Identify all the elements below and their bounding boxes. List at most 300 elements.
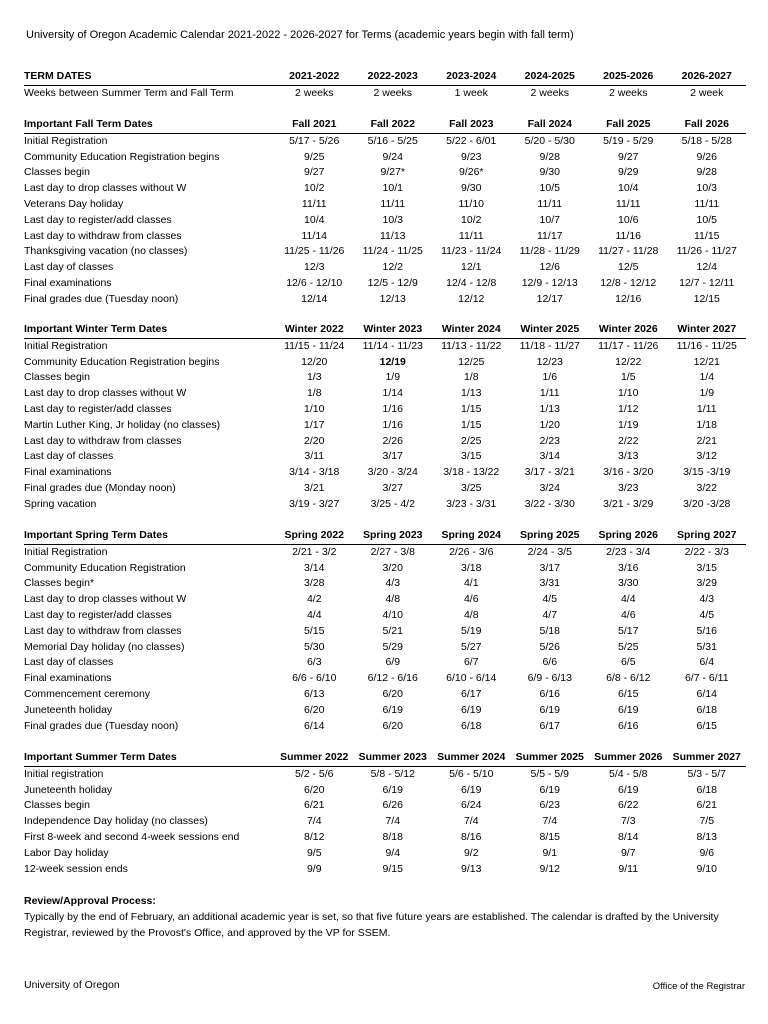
cell: 5/16 (696, 624, 717, 637)
year-header: 2025-2026 (589, 69, 668, 85)
cell: 4/8 (463, 608, 479, 621)
cell: 3/17 (539, 561, 560, 574)
table-row (24, 244, 746, 260)
row-label: Labor Day holiday (24, 846, 109, 859)
cell: 1/17 (304, 418, 325, 431)
row-label: Classes begin (24, 166, 90, 179)
cell: 6/20 (382, 719, 403, 732)
cell: 1/11 (539, 387, 560, 400)
review-heading: Review/Approval Process: (24, 895, 156, 907)
table-row (24, 465, 746, 481)
row-label: Final examinations (24, 466, 112, 479)
cell: 3/11 (304, 450, 325, 463)
cell: 11/25 - 11/26 (284, 245, 345, 258)
cell: 10/6 (618, 213, 639, 226)
row-label: Last day to drop classes without W (24, 387, 187, 400)
cell: 6/6 - 6/10 (292, 672, 337, 685)
table-row (24, 783, 746, 799)
cell: 1/8 (463, 371, 479, 384)
row-label: Veterans Day holiday (24, 197, 124, 210)
cell: 8/14 (618, 830, 639, 843)
cell: 1/3 (306, 371, 322, 384)
cell: 12/22 (615, 355, 642, 368)
cell: 11/16 - 11/25 (676, 339, 737, 352)
table-row (24, 544, 746, 560)
table-row (24, 830, 746, 846)
page-title: University of Oregon Academic Calendar 2021-2022 - 2026-2027 for Terms (academic years begin with fall term) (26, 29, 574, 41)
cell: 2 weeks (530, 86, 570, 99)
cell: 3/28 (304, 577, 325, 590)
term-header: Summer 2022 (275, 750, 354, 766)
cell: 9/13 (461, 862, 482, 875)
cell: 6/19 (618, 703, 639, 716)
cell: 11/15 - 11/24 (284, 339, 345, 352)
cell: 3/25 - 4/2 (370, 497, 415, 510)
table-row (24, 640, 746, 656)
cell: 5/6 - 5/10 (449, 767, 494, 780)
row-label: Initial Registration (24, 134, 108, 147)
cell: 6/19 (382, 783, 403, 796)
cell: 3/23 - 3/31 (446, 497, 497, 510)
cell: 12/19 (379, 355, 406, 368)
cell: 9/30 (461, 182, 482, 195)
cell: 3/14 - 3/18 (289, 466, 340, 479)
review-text: Typically by the end of February, an additional academic year is set, so that five future years are established. The calendar is drafted by the University Registrar, reviewed by the Provost's Office, and approved by the VP for SSEM. (24, 911, 719, 939)
cell: 11/26 - 11/27 (676, 245, 737, 258)
cell: 3/13 (618, 450, 639, 463)
cell: 6/10 - 6/14 (446, 672, 497, 685)
cell: 5/19 - 5/29 (603, 134, 654, 147)
cell: 3/17 (382, 450, 403, 463)
term-header: Spring 2025 (511, 528, 590, 544)
cell: 6/20 (304, 703, 325, 716)
cell: 4/4 (620, 593, 636, 606)
cell: 6/23 (539, 799, 560, 812)
cell: 6/26 (382, 799, 403, 812)
cell: 12/6 - 12/10 (286, 276, 343, 289)
cell: 1/13 (539, 402, 560, 415)
cell: 11/17 - 11/26 (598, 339, 659, 352)
cell: 3/18 (461, 561, 482, 574)
cell: 5/3 - 5/7 (687, 767, 727, 780)
table-row (24, 133, 746, 149)
cell: 1/9 (385, 371, 401, 384)
table-row (24, 292, 746, 308)
cell: 3/22 - 3/30 (524, 497, 575, 510)
row-label: Classes begin* (24, 577, 95, 590)
winter-section (24, 322, 746, 513)
cell: 11/14 - 11/23 (362, 339, 423, 352)
term-header: Fall 2023 (432, 117, 511, 133)
cell: 11/11 (380, 197, 406, 210)
row-label: Final grades due (Monday noon) (24, 481, 176, 494)
term-dates-section (24, 69, 746, 102)
cell: 6/19 (382, 703, 403, 716)
cell: 4/2 (306, 593, 322, 606)
table-row (24, 703, 746, 719)
table-row (24, 592, 746, 608)
cell: 2/25 (461, 434, 482, 447)
cell: 11/17 (537, 229, 563, 242)
row-label: Initial Registration (24, 545, 108, 558)
term-header: Spring 2027 (668, 528, 747, 544)
table-row (24, 181, 746, 197)
cell: 10/2 (461, 213, 482, 226)
cell: 3/20 (382, 561, 403, 574)
table-row (24, 766, 746, 782)
table-row (24, 197, 746, 213)
cell: 4/5 (542, 593, 558, 606)
cell: 7/4 (463, 815, 479, 828)
cell: 11/11 (694, 197, 720, 210)
cell: 11/18 - 11/27 (519, 339, 580, 352)
year-header: 2024-2025 (511, 69, 590, 85)
cell: 9/5 (306, 846, 322, 859)
table-row (24, 434, 746, 450)
cell: 3/15 (461, 450, 482, 463)
term-header: Winter 2024 (432, 322, 511, 338)
cell: 12/5 (618, 261, 639, 274)
cell: 6/9 - 6/13 (527, 672, 572, 685)
cell: 10/4 (304, 213, 325, 226)
cell: 2 weeks (608, 86, 648, 99)
cell: 2/23 - 3/4 (606, 545, 651, 558)
cell: 6/7 - 6/11 (684, 672, 729, 685)
cell: 3/16 (618, 561, 639, 574)
cell: 12/4 (696, 261, 717, 274)
cell: 9/12 (539, 862, 560, 875)
cell: 8/16 (461, 830, 482, 843)
table-row (24, 260, 746, 276)
fall-section (24, 117, 746, 308)
cell: 11/16 (615, 229, 641, 242)
cell: 2/24 - 3/5 (527, 545, 572, 558)
term-header: Winter 2026 (589, 322, 668, 338)
cell: 9/4 (385, 846, 401, 859)
cell: 1/19 (618, 418, 639, 431)
cell: 12/4 - 12/8 (446, 276, 497, 289)
term-dates-table (24, 69, 746, 102)
cell: 1/15 (461, 402, 482, 415)
cell: 6/14 (304, 719, 325, 732)
cell: 6/13 (304, 687, 325, 700)
cell: 6/15 (696, 719, 717, 732)
cell: 10/7 (539, 213, 560, 226)
term-header: Summer 2026 (589, 750, 668, 766)
term-header: Fall 2022 (354, 117, 433, 133)
row-label: Community Education Registration begins (24, 355, 220, 368)
cell: 3/19 - 3/27 (289, 497, 340, 510)
cell: 9/25 (304, 150, 325, 163)
cell: 3/20 -3/28 (683, 497, 731, 510)
cell: 5/18 - 5/28 (681, 134, 732, 147)
row-label: Last day of classes (24, 656, 114, 669)
cell: 12/1 (461, 261, 482, 274)
cell: 5/8 - 5/12 (370, 767, 415, 780)
cell: 12/5 - 12/9 (367, 276, 418, 289)
term-header: Fall 2024 (511, 117, 590, 133)
cell: 3/15 -3/19 (683, 466, 731, 479)
cell: 9/24 (382, 150, 403, 163)
winter-table (24, 322, 746, 513)
cell: 12/17 (536, 292, 563, 305)
term-header: Spring 2022 (275, 528, 354, 544)
cell: 6/8 - 6/12 (606, 672, 651, 685)
row-label: Final grades due (Tuesday noon) (24, 719, 179, 732)
table-row (24, 418, 746, 434)
footer-university: University of Oregon (24, 979, 120, 991)
cell: 10/3 (696, 182, 717, 195)
cell: 3/23 (618, 481, 639, 494)
cell: 4/10 (382, 608, 403, 621)
table-row (24, 386, 746, 402)
cell: 6/22 (618, 799, 639, 812)
cell: 9/27* (380, 166, 406, 179)
cell: 11/13 (380, 229, 406, 242)
cell: 4/1 (463, 577, 479, 590)
row-label: Memorial Day holiday (no classes) (24, 640, 185, 653)
table-row (24, 687, 746, 703)
cell: 8/15 (539, 830, 560, 843)
cell: 7/4 (385, 815, 401, 828)
row-label: Juneteenth holiday (24, 703, 113, 716)
cell: 3/31 (539, 577, 560, 590)
cell: 7/3 (620, 815, 636, 828)
cell: 8/13 (696, 830, 717, 843)
table-row (24, 497, 746, 513)
cell: 7/4 (542, 815, 558, 828)
term-dates-heading: TERM DATES (24, 69, 275, 85)
cell: 6/4 (699, 656, 715, 669)
cell: 5/2 - 5/6 (294, 767, 334, 780)
row-label: Spring vacation (24, 497, 97, 510)
row-label: Last day to register/add classes (24, 402, 172, 415)
cell: 3/21 - 3/29 (603, 497, 654, 510)
table-row (24, 85, 746, 101)
row-label: Last day to drop classes without W (24, 182, 187, 195)
cell: 6/19 (461, 703, 482, 716)
row-label: Martin Luther King, Jr holiday (no classes) (24, 418, 221, 431)
table-row (24, 561, 746, 577)
spring-table (24, 528, 746, 734)
fall-heading: Important Fall Term Dates (24, 117, 275, 133)
cell: 3/16 - 3/20 (603, 466, 654, 479)
term-header: Winter 2023 (354, 322, 433, 338)
cell: 12/2 (382, 261, 403, 274)
row-label: Last day of classes (24, 450, 114, 463)
cell: 3/30 (618, 577, 639, 590)
term-header: Summer 2025 (511, 750, 590, 766)
cell: 2/20 (304, 434, 325, 447)
cell: 5/30 (304, 640, 325, 653)
cell: 4/3 (385, 577, 401, 590)
cell: 1/16 (382, 418, 403, 431)
cell: 5/25 (618, 640, 639, 653)
cell: 10/2 (304, 182, 325, 195)
cell: 5/20 - 5/30 (524, 134, 575, 147)
cell: 3/17 - 3/21 (524, 466, 575, 479)
cell: 9/30 (539, 166, 560, 179)
cell: 6/21 (696, 799, 717, 812)
cell: 6/9 (385, 656, 401, 669)
cell: 11/23 - 11/24 (441, 245, 502, 258)
spring-section (24, 528, 746, 734)
row-label: Last day to drop classes without W (24, 593, 187, 606)
cell: 9/10 (696, 862, 717, 875)
term-header: Fall 2026 (668, 117, 747, 133)
cell: 6/17 (539, 719, 560, 732)
cell: 1/16 (382, 402, 403, 415)
cell: 12/15 (693, 292, 720, 305)
cell: 2/21 (696, 434, 717, 447)
table-row (24, 671, 746, 687)
cell: 1/5 (620, 371, 636, 384)
summer-table (24, 750, 746, 877)
cell: 4/6 (463, 593, 479, 606)
cell: 3/18 - 13/22 (443, 466, 500, 479)
cell: 6/24 (461, 799, 482, 812)
cell: 10/1 (382, 182, 403, 195)
cell: 10/4 (618, 182, 639, 195)
table-row (24, 402, 746, 418)
cell: 12/7 - 12/11 (679, 276, 735, 289)
cell: 6/15 (618, 687, 639, 700)
cell: 1/8 (306, 387, 322, 400)
cell: 5/22 - 6/01 (446, 134, 497, 147)
year-header: 2022-2023 (354, 69, 433, 85)
cell: 12/25 (458, 355, 485, 368)
term-header: Fall 2021 (275, 117, 354, 133)
cell: 3/14 (304, 561, 325, 574)
cell: 5/26 (539, 640, 560, 653)
cell: 12/21 (693, 355, 720, 368)
year-header: 2026-2027 (668, 69, 747, 85)
term-header: Fall 2025 (589, 117, 668, 133)
cell: 12/6 (539, 261, 560, 274)
cell: 11/11 (458, 229, 484, 242)
row-label: Community Education Registration (24, 561, 186, 574)
cell: 5/4 - 5/8 (608, 767, 648, 780)
cell: 12/20 (301, 355, 328, 368)
cell: 1/11 (696, 402, 717, 415)
cell: 9/26* (458, 166, 484, 179)
spring-heading: Important Spring Term Dates (24, 528, 275, 544)
cell: 1/13 (461, 387, 482, 400)
cell: 1 week (454, 86, 488, 99)
cell: 6/17 (461, 687, 482, 700)
row-label: Last day to withdraw from classes (24, 624, 182, 637)
cell: 6/20 (304, 783, 325, 796)
cell: 1/18 (696, 418, 717, 431)
cell: 6/19 (461, 783, 482, 796)
cell: 2 weeks (294, 86, 334, 99)
cell: 8/12 (304, 830, 325, 843)
term-header: Summer 2027 (668, 750, 747, 766)
cell: 4/8 (385, 593, 401, 606)
cell: 6/21 (304, 799, 325, 812)
cell: 7/5 (699, 815, 715, 828)
cell: 6/7 (463, 656, 479, 669)
row-label: First 8-week and second 4-week sessions end (24, 830, 240, 843)
cell: 8/18 (382, 830, 403, 843)
cell: 9/9 (306, 862, 322, 875)
cell: 6/16 (539, 687, 560, 700)
cell: 5/27 (461, 640, 482, 653)
cell: 11/28 - 11/29 (519, 245, 580, 258)
table-row (24, 608, 746, 624)
term-header: Spring 2026 (589, 528, 668, 544)
table-row (24, 150, 746, 166)
cell: 5/31 (696, 640, 717, 653)
row-label: Last day of classes (24, 261, 114, 274)
table-row (24, 229, 746, 245)
cell: 3/29 (696, 577, 717, 590)
cell: 6/18 (461, 719, 482, 732)
cell: 12/3 (304, 261, 325, 274)
cell: 5/17 - 5/26 (289, 134, 340, 147)
term-header: Spring 2024 (432, 528, 511, 544)
row-label: Classes begin (24, 371, 90, 384)
footer-office: Office of the Registrar (652, 981, 745, 992)
cell: 9/28 (696, 166, 717, 179)
table-row (24, 276, 746, 292)
cell: 1/9 (699, 387, 715, 400)
cell: 5/17 (618, 624, 639, 637)
cell: 2/26 (382, 434, 403, 447)
cell: 9/23 (461, 150, 482, 163)
cell: 6/3 (306, 656, 322, 669)
cell: 11/10 (458, 197, 484, 210)
row-label: Initial Registration (24, 339, 108, 352)
cell: 5/15 (304, 624, 325, 637)
cell: 3/15 (696, 561, 717, 574)
cell: 1/4 (699, 371, 715, 384)
cell: 11/15 (694, 229, 720, 242)
cell: 9/29 (618, 166, 639, 179)
cell: 1/10 (304, 402, 325, 415)
cell: 6/12 - 6/16 (367, 672, 418, 685)
cell: 3/14 (539, 450, 560, 463)
cell: 11/13 - 11/22 (441, 339, 502, 352)
cell: 2/21 - 3/2 (292, 545, 337, 558)
row-label: Commencement ceremony (24, 687, 151, 700)
row-label: Community Education Registration begins (24, 150, 220, 163)
row-label: Final grades due (Tuesday noon) (24, 292, 179, 305)
cell: 11/14 (301, 229, 327, 242)
row-label: Final examinations (24, 276, 112, 289)
cell: 5/18 (539, 624, 560, 637)
cell: 4/7 (542, 608, 558, 621)
cell: 6/19 (618, 783, 639, 796)
term-header: Winter 2025 (511, 322, 590, 338)
table-row (24, 338, 746, 354)
summer-heading: Important Summer Term Dates (24, 750, 275, 766)
cell: 6/18 (696, 783, 717, 796)
table-row (24, 814, 746, 830)
row-label: Independence Day holiday (no classes) (24, 815, 208, 828)
cell: 5/19 (461, 624, 482, 637)
cell: 9/28 (539, 150, 560, 163)
cell: 10/5 (539, 182, 560, 195)
cell: 6/14 (696, 687, 717, 700)
cell: 9/26 (696, 150, 717, 163)
cell: 12/23 (536, 355, 563, 368)
cell: 1/14 (382, 387, 403, 400)
cell: 4/5 (699, 608, 715, 621)
cell: 2/23 (539, 434, 560, 447)
row-label: Final examinations (24, 672, 112, 685)
cell: 10/5 (696, 213, 717, 226)
